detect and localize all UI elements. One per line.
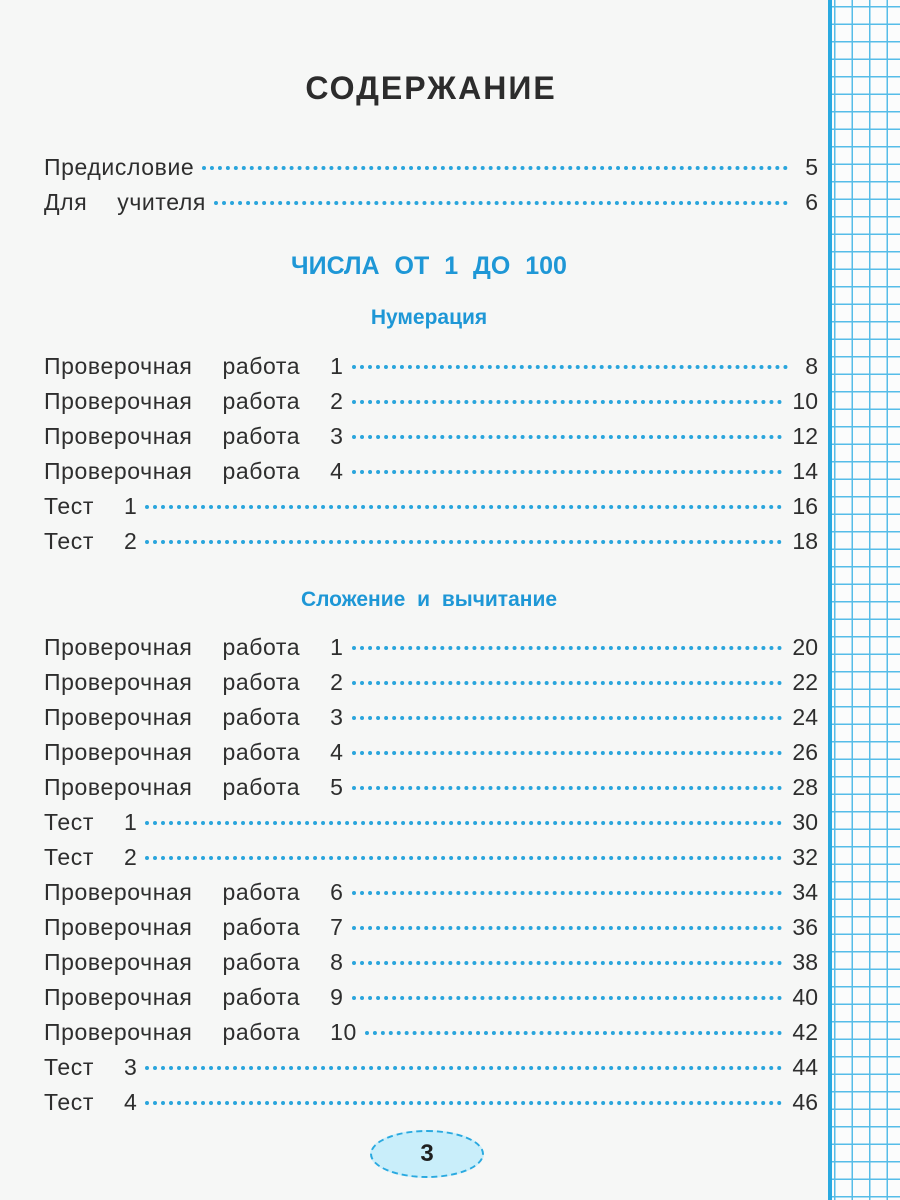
dot-leader bbox=[145, 505, 782, 509]
toc-entry[interactable] bbox=[44, 844, 818, 878]
toc-entry-label: Проверочная работа 6 bbox=[44, 879, 344, 905]
toc-entry[interactable] bbox=[44, 879, 818, 913]
toc-entry-page: 36 bbox=[792, 914, 818, 940]
toc-entry[interactable] bbox=[44, 669, 818, 703]
dot-leader bbox=[352, 365, 788, 369]
toc-entry[interactable] bbox=[44, 704, 818, 738]
toc-entry-page: 16 bbox=[792, 493, 818, 519]
toc-entry[interactable] bbox=[44, 949, 818, 983]
toc-entry-label: Проверочная работа 9 bbox=[44, 984, 344, 1010]
toc-entry-page: 34 bbox=[792, 879, 818, 905]
toc-entry-label: Проверочная работа 4 bbox=[44, 739, 344, 765]
dot-leader bbox=[145, 1101, 782, 1105]
toc-entry-page: 22 bbox=[792, 669, 818, 695]
toc-entry-page: 14 bbox=[792, 458, 818, 484]
toc-entry-label: Тест 1 bbox=[44, 493, 138, 519]
toc-entry[interactable] bbox=[44, 1019, 818, 1053]
toc-entry-label: Проверочная работа 7 bbox=[44, 914, 344, 940]
toc-entry-page: 26 bbox=[792, 739, 818, 765]
toc-entry-label: Проверочная работа 2 bbox=[44, 388, 344, 414]
toc-entry-label: Для учителя bbox=[44, 189, 206, 215]
toc-entry[interactable] bbox=[44, 634, 818, 668]
toc-entry[interactable] bbox=[44, 528, 818, 562]
toc-entry-page: 24 bbox=[792, 704, 818, 730]
dot-leader bbox=[145, 1066, 782, 1070]
toc-entry-label: Проверочная работа 8 bbox=[44, 949, 344, 975]
toc-entry-label: Тест 1 bbox=[44, 809, 138, 835]
toc-entry-label: Проверочная работа 5 bbox=[44, 774, 344, 800]
page-number: 3 bbox=[420, 1140, 434, 1167]
dot-leader bbox=[352, 891, 783, 895]
dot-leader bbox=[352, 961, 783, 965]
toc-entry-page: 6 bbox=[805, 189, 818, 215]
page-title: СОДЕРЖАНИЕ bbox=[305, 70, 557, 106]
subsection-title-numeration: Нумерация bbox=[370, 306, 488, 329]
dot-leader bbox=[352, 470, 783, 474]
toc-entry-page: 8 bbox=[805, 353, 818, 379]
toc-entry[interactable] bbox=[44, 423, 818, 457]
dot-leader bbox=[352, 751, 783, 755]
toc-entry-page: 20 bbox=[792, 634, 818, 660]
dot-leader bbox=[352, 400, 783, 404]
toc-entry-label: Тест 2 bbox=[44, 528, 138, 554]
toc-entry-label: Проверочная работа 10 bbox=[44, 1019, 357, 1045]
toc-entry[interactable] bbox=[44, 388, 818, 422]
dot-leader bbox=[145, 856, 782, 860]
page-number-badge bbox=[370, 1130, 484, 1178]
toc-entry-label: Тест 2 bbox=[44, 844, 138, 870]
toc-entry[interactable] bbox=[44, 739, 818, 773]
toc-entry-label: Тест 4 bbox=[44, 1089, 138, 1115]
toc-entry-label: Проверочная работа 4 bbox=[44, 458, 344, 484]
dot-leader bbox=[352, 681, 783, 685]
toc-entry-label: Проверочная работа 3 bbox=[44, 423, 344, 449]
toc-entry[interactable] bbox=[44, 774, 818, 808]
toc-entry-page: 42 bbox=[792, 1019, 818, 1045]
toc-entry-page: 12 bbox=[792, 423, 818, 449]
toc-entry-page: 30 bbox=[792, 809, 818, 835]
toc-entry-page: 40 bbox=[792, 984, 818, 1010]
toc-entry-page: 38 bbox=[792, 949, 818, 975]
toc-entry[interactable] bbox=[44, 493, 818, 527]
dot-leader bbox=[145, 821, 782, 825]
dot-leader bbox=[145, 540, 782, 544]
toc-entry[interactable] bbox=[44, 984, 818, 1018]
dot-leader bbox=[352, 996, 783, 1000]
dot-leader bbox=[202, 166, 788, 170]
toc-entry-label: Проверочная работа 1 bbox=[44, 634, 344, 660]
toc-entry-page: 32 bbox=[792, 844, 818, 870]
toc-entry-page: 5 bbox=[805, 154, 818, 180]
dot-leader bbox=[352, 926, 783, 930]
toc-entry-label: Предисловие bbox=[44, 154, 195, 180]
dot-leader bbox=[352, 646, 783, 650]
toc-entry-page: 44 bbox=[792, 1054, 818, 1080]
toc-entry-preface[interactable] bbox=[44, 154, 818, 188]
dot-leader bbox=[365, 1031, 782, 1035]
toc-entry-label: Тест 3 bbox=[44, 1054, 138, 1080]
subsection-title-addition: Сложение и вычитание bbox=[300, 588, 558, 611]
toc-entry-for-teacher[interactable] bbox=[44, 189, 818, 223]
dot-leader bbox=[352, 716, 783, 720]
toc-entry-page: 10 bbox=[792, 388, 818, 414]
toc-entry-page: 46 bbox=[792, 1089, 818, 1115]
toc-entry[interactable] bbox=[44, 1054, 818, 1088]
section-title: ЧИСЛА ОТ 1 ДО 100 bbox=[291, 252, 567, 280]
toc-entry[interactable] bbox=[44, 1089, 818, 1123]
dot-leader bbox=[352, 435, 783, 439]
toc-entry[interactable] bbox=[44, 914, 818, 948]
dot-leader bbox=[352, 786, 783, 790]
toc-entry-page: 28 bbox=[792, 774, 818, 800]
toc-entry[interactable] bbox=[44, 809, 818, 843]
toc-entry-page: 18 bbox=[792, 528, 818, 554]
toc-entry-label: Проверочная работа 3 bbox=[44, 704, 344, 730]
toc-entry-label: Проверочная работа 1 bbox=[44, 353, 344, 379]
toc-entry[interactable] bbox=[44, 353, 818, 387]
dot-leader bbox=[214, 201, 788, 205]
toc-entry[interactable] bbox=[44, 458, 818, 492]
toc-entry-label: Проверочная работа 2 bbox=[44, 669, 344, 695]
